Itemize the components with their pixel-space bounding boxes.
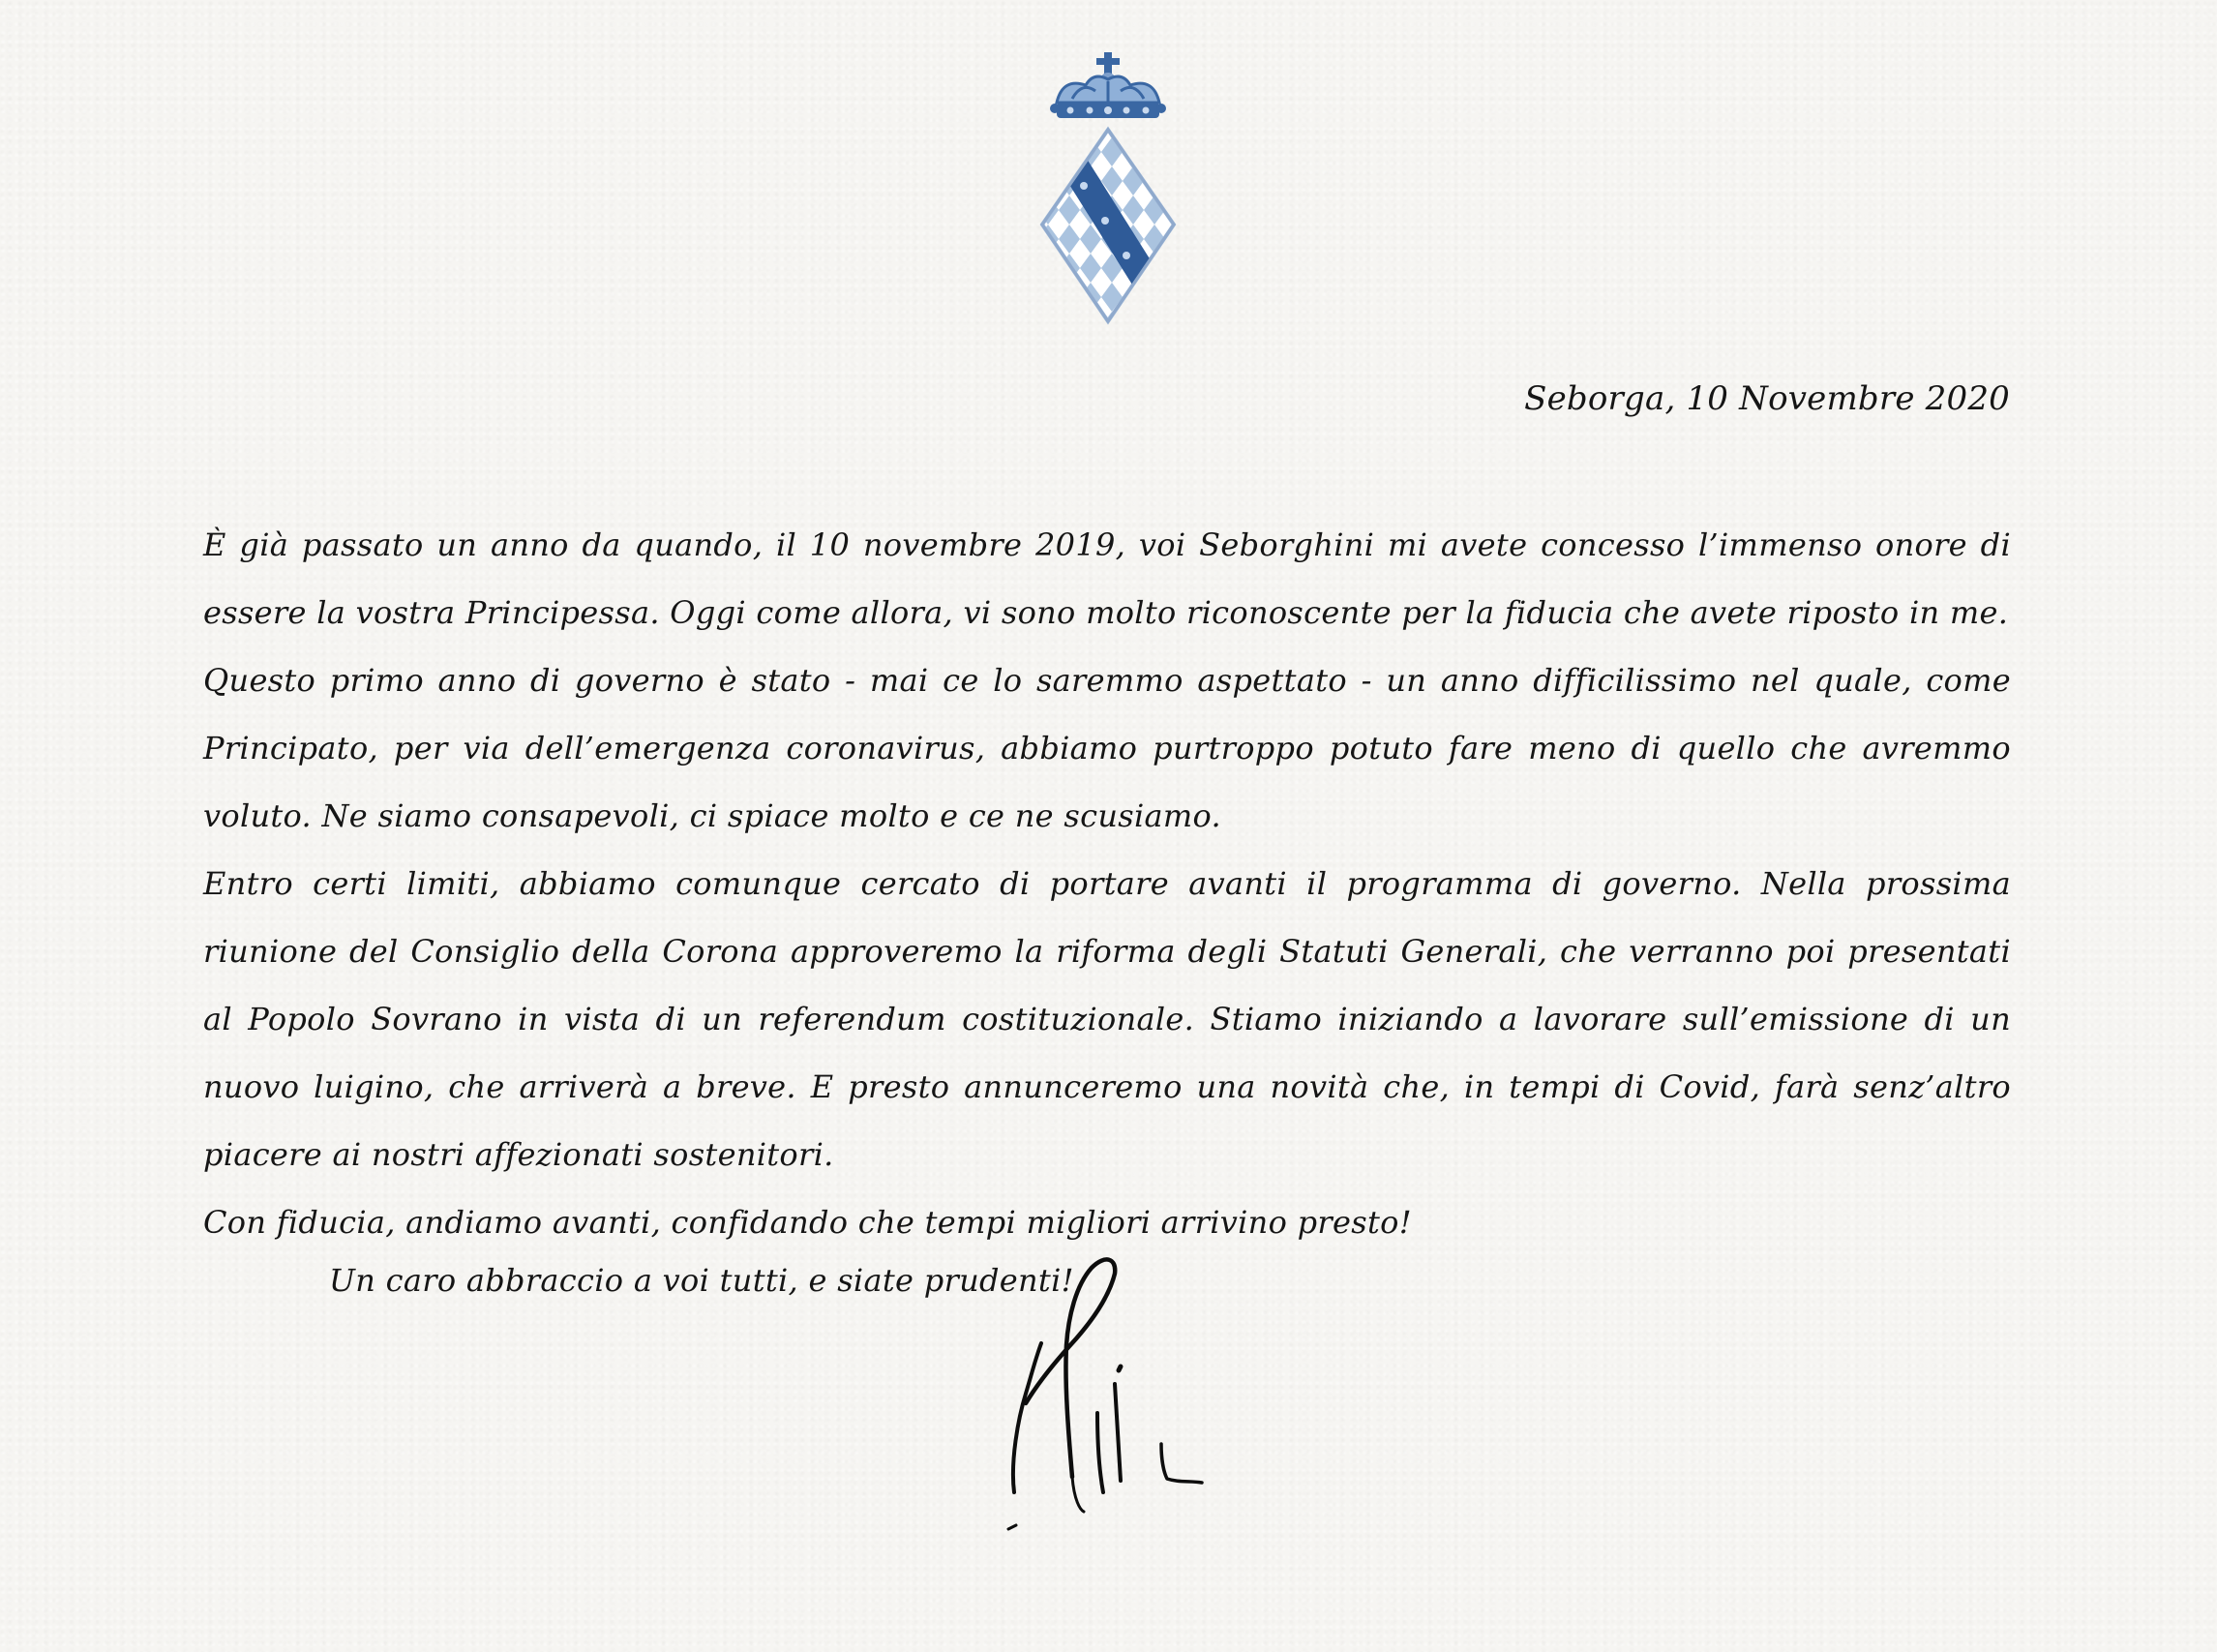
letter-paragraph-1: È già passato un anno da quando, il 10 novembre 2019, voi Seborghini mi avete concesso l’immenso onore di essere la vostra Principessa. Oggi come allora, vi sono molto riconoscente per la fiducia che avete riposto in me. <box>203 526 2011 631</box>
crown-icon <box>1050 52 1166 118</box>
letter-date: Seborga, 10 Novembre 2020 <box>1524 379 2010 418</box>
letter-paragraph-2: Questo primo anno di governo è stato - mai ce lo saremmo aspettato - un anno difficilissimo nel quale, come Principato, per via dell’emergenza coronavirus, abbiamo purtroppo potuto fare meno di quello che avremmo voluto. Ne siamo consapevoli, ci spiace molto e ce ne scusiamo. <box>203 662 2011 834</box>
letter-body <box>203 511 2011 1256</box>
letter-closing: Un caro abbraccio a voi tutti, e siate prudenti! <box>329 1262 1074 1299</box>
letter-paragraph-3: Entro certi limiti, abbiamo comunque cercato di portare avanti il programma di governo. Nella prossima riunione del Consiglio della Corona approveremo la riforma degli Statuti Generali, che verranno poi presentati al Popolo Sovrano in vista di un referendum costituzionale. Stiamo iniziando a lavorare sull’emissione di un nuovo luigino, che arriverà a breve. E presto annunceremo una novità che, in tempi di Covid, farà senz’altro piacere ai nostri affezionati sostenitori. <box>203 865 2011 1173</box>
handwritten-signature-icon <box>997 1239 1248 1558</box>
letter-paragraph-4: Con fiducia, andiamo avanti, confidando che tempi migliori arrivino presto! <box>203 1204 1412 1241</box>
seborga-coat-of-arms-icon <box>1035 50 1181 327</box>
lozenge-shield-icon <box>1042 130 1174 321</box>
